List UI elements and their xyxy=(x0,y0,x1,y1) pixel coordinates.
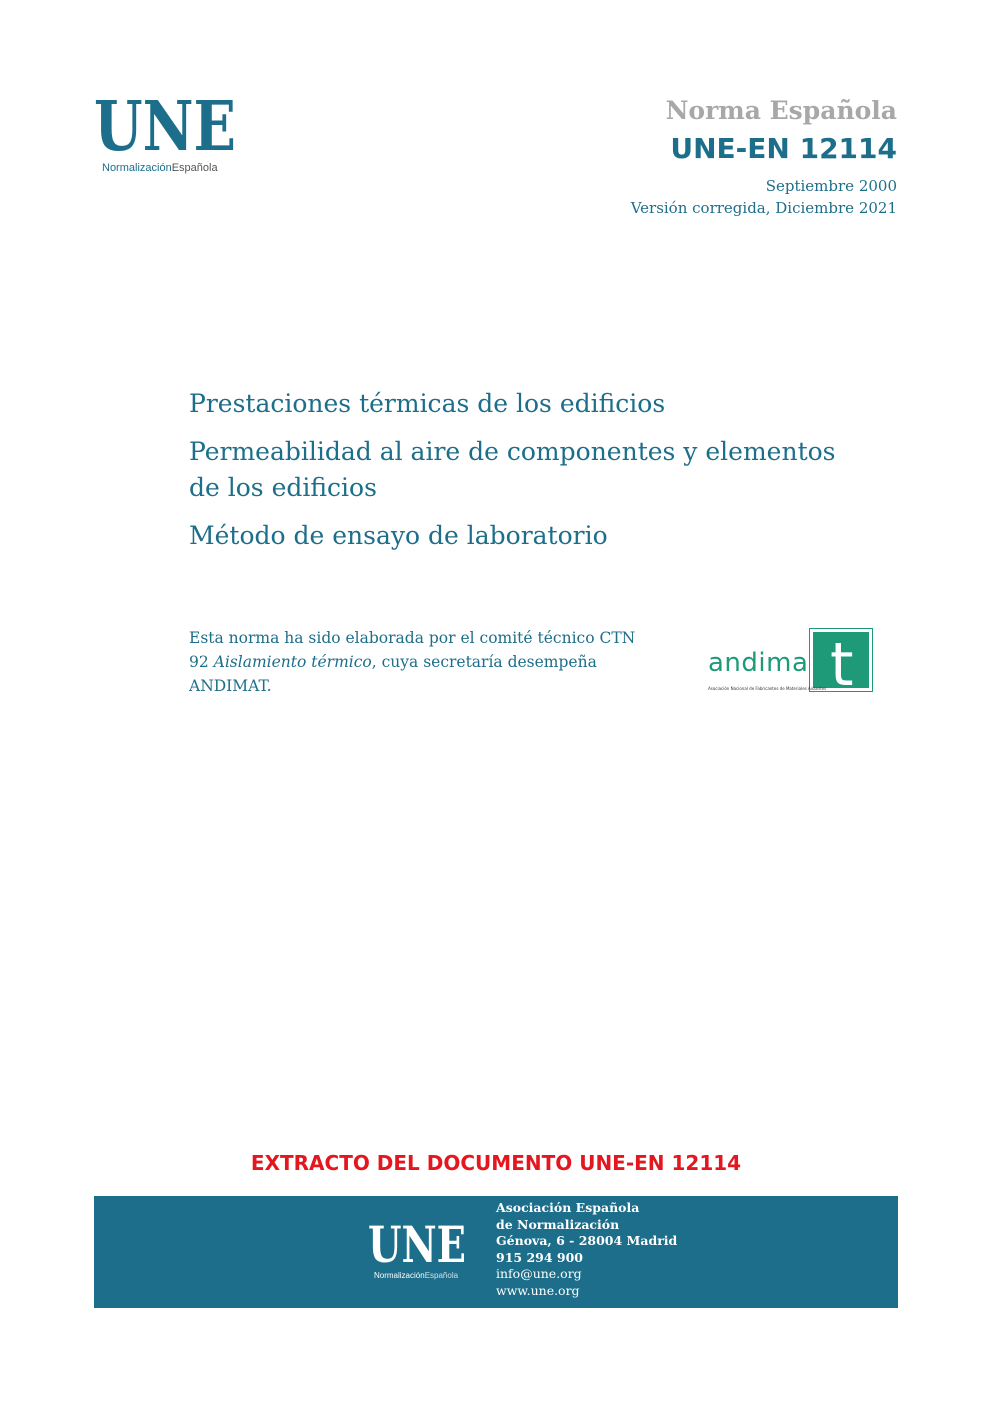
svg-text:NormalizaciónEspañola xyxy=(102,162,218,174)
footer-contact xyxy=(496,1200,677,1299)
footer-une-logo-graphic xyxy=(368,1218,478,1280)
committee-name-italic: Aislamiento térmico xyxy=(213,653,372,671)
title-line-3: Método de ensayo de laboratorio xyxy=(189,521,608,550)
footer-address: Génova, 6 - 28004 Madrid xyxy=(496,1233,678,1248)
svg-text:NormalizaciónEspañola xyxy=(374,1271,459,1280)
committee-text-before: Esta norma ha sido elaborada por el comité técnico CTN 92 xyxy=(189,629,636,671)
andimat-logo-box xyxy=(809,628,873,692)
title-line-1: Prestaciones térmicas de los edificios xyxy=(189,389,666,418)
footer-org-line-2: de Normalización xyxy=(496,1216,620,1232)
andimat-logo-letter: t xyxy=(830,630,854,693)
norma-label: Norma Española xyxy=(665,96,897,125)
revision-date: Versión corregida, Diciembre 2021 xyxy=(630,199,897,217)
norma-code: UNE-EN 12114 xyxy=(670,132,897,165)
andimat-t-icon xyxy=(810,629,874,693)
publication-date: Septiembre 2000 xyxy=(765,177,897,195)
une-logo-graphic xyxy=(94,92,244,176)
footer-logo-subtitle-a: Normalización xyxy=(374,1271,425,1280)
footer-phone: 915 294 900 xyxy=(496,1249,583,1265)
footer-une-logo xyxy=(368,1218,478,1280)
footer-logo-subtitle-b: Española xyxy=(424,1271,459,1280)
footer-web-link[interactable]: www.une.org xyxy=(496,1282,580,1298)
title-line-2: Permeabilidad al aire de componentes y elementos de los edificios xyxy=(189,437,836,502)
committee-text-after: , cuya secretaría desempeña ANDIMAT. xyxy=(189,653,597,695)
footer-email-link[interactable]: info@une.org xyxy=(496,1266,582,1281)
footer-org-line-1: Asociación Española xyxy=(496,1200,640,1215)
une-logo-subtitle-a: Normalización xyxy=(102,162,172,174)
extract-notice: EXTRACTO DEL DOCUMENTO UNE-EN 12114 xyxy=(250,1151,742,1175)
andimat-logo-tagline: Asociación Nacional de Fabricantes de Materiales Aislantes xyxy=(708,686,827,691)
footer-logo-letters: UNE xyxy=(368,1218,466,1274)
une-logo-subtitle-b: Española xyxy=(171,162,218,174)
andimat-logo-word: andima xyxy=(708,648,809,678)
footer-band xyxy=(94,1196,898,1308)
une-logo-letters: UNE xyxy=(94,92,236,167)
andimat-logo xyxy=(708,628,878,696)
committee-text xyxy=(189,626,649,698)
une-logo xyxy=(94,92,244,176)
